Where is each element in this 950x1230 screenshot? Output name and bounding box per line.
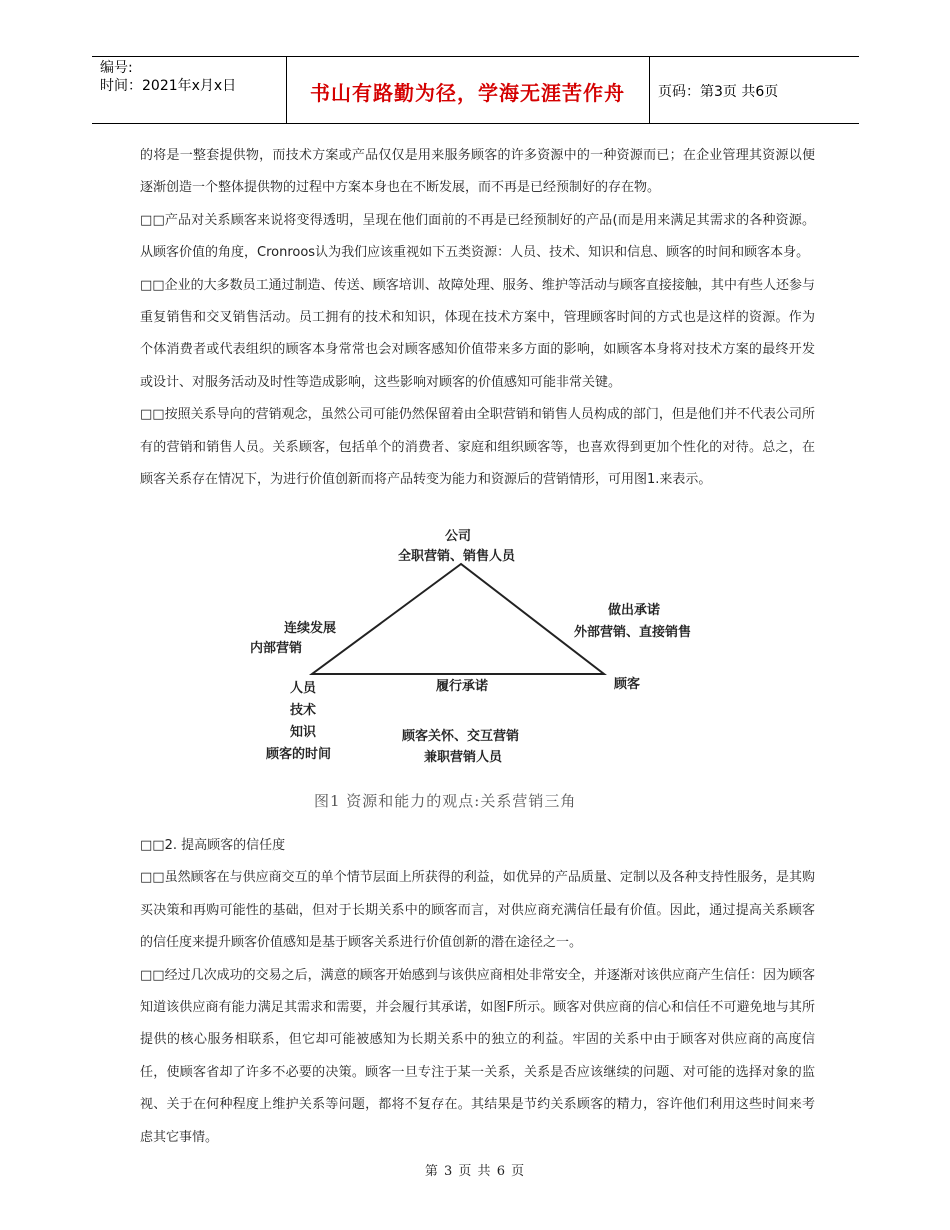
document-number-label: 编号:: [100, 60, 133, 76]
body-text-bottom: [140, 830, 815, 1154]
resource-item: 知识: [290, 725, 317, 740]
edge-left-label-2: 内部营销: [250, 641, 303, 656]
paragraph: 的将是一整套提供物，而技术方案或产品仅仅是用来服务顾客的许多资源中的一种资源而已；在企业管理其资源以便逐渐创造一个整体提供物的过程中方案本身也在不断发展，而不再是已经预制好的存在物。: [140, 148, 815, 196]
node-company-subtitle: 全职营销、销售人员: [398, 549, 516, 564]
triangle-shape: [312, 564, 604, 674]
header-page-info: 页码：第3页 共6页: [658, 84, 779, 100]
paragraph: □□按照关系导向的营销观念，虽然公司可能仍然保留着由全职营销和销售人员构成的部门，但是他们并不代表公司所有的营销和销售人员。关系顾客，包括单个的消费者、家庭和组织顾客等，也喜欢得到更加个性化的对待。总之，在顾客关系存在情况下，为进行价值创新而将产品转变为能力和资源后的营销情形，可用图1.来表示。: [140, 407, 815, 488]
header-meta: [100, 59, 236, 95]
bottom-center-label-2: 兼职营销人员: [424, 750, 503, 765]
edge-right-label-2: 外部营销、直接销售: [574, 625, 692, 640]
edge-base-label: 履行承诺: [436, 679, 489, 694]
edge-left-label-1: 连续发展: [284, 621, 337, 636]
node-customer-label: 顾客: [614, 677, 641, 692]
document-time-label: 时间：2021年x月x日: [100, 78, 237, 94]
edge-right-label-1: 做出承诺: [608, 603, 661, 618]
paragraph: □□虽然顾客在与供应商交互的单个情节层面上所获得的利益，如优异的产品质量、定制以及各种支持性服务，是其购买决策和再购可能性的基础，但对于长期关系中的顾客而言，对供应商充满信任最有价值。因此，通过提高关系顾客的信任度来提升顾客价值感知是基于顾客关系进行价值创新的潜在途径之一。: [140, 870, 815, 951]
section-heading: □□2. 提高顾客的信任度: [140, 838, 286, 853]
bottom-center-label-1: 顾客关怀、交互营销: [402, 729, 520, 744]
paragraph: □□经过几次成功的交易之后，满意的顾客开始感到与该供应商相处非常安全，并逐渐对该供应商产生信任：因为顾客知道该供应商有能力满足其需求和需要，并会履行其承诺，如图F所示。顾客对供应商的信心和信任不可避免地与其所提供的核心服务相联系，但它却可能被感知为长期关系中的独立的利益。牢固的关系中由于顾客对供应商的高度信任，使顾客省却了许多不必要的决策。顾客一旦专注于某一关系，关系是否应该继续的问题、对可能的选择对象的监视、关于在何种程度上维护关系等问题，都将不复存在。其结果是节约关系顾客的精力，容许他们利用这些时间来考虑其它事情。: [140, 967, 815, 1145]
paragraph: □□产品对关系顾客来说将变得透明，呈现在他们面前的不再是已经预制好的产品(而是用来满足其需求的各种资源。从顾客价值的角度，Cronroos认为我们应该重视如下五类资源：人员、技术、知识和信息、顾客的时间和顾客本身。: [140, 212, 815, 261]
figure-caption: 图1 资源和能力的观点:关系营销三角: [314, 792, 577, 810]
relationship-marketing-triangle-figure: [248, 520, 708, 820]
node-company-title: 公司: [445, 529, 472, 544]
header-motto: 书山有路勤为径，学海无涯苦作舟: [310, 81, 625, 105]
header-divider: [649, 57, 650, 123]
resource-item: 顾客的时间: [266, 747, 332, 762]
page-header: [92, 56, 859, 124]
resource-item: 人员: [290, 681, 317, 696]
resource-item: 技术: [290, 703, 317, 718]
page-footer: 第 3 页 共 6 页: [424, 1164, 526, 1179]
paragraph: □□企业的大多数员工通过制造、传送、顾客培训、故障处理、服务、维护等活动与顾客直接接触，其中有些人还参与重复销售和交叉销售活动。员工拥有的技术和知识，体现在技术方案中，管理顾客时间的方式也是这样的资源。作为个体消费者或代表组织的顾客本身常常也会对顾客感知价值带来多方面的影响，如顾客本身将对技术方案的最终开发或设计、对服务活动及时性等造成影响，这些影响对顾客的价值感知可能非常关键。: [140, 277, 815, 390]
body-text-top: [140, 140, 815, 496]
